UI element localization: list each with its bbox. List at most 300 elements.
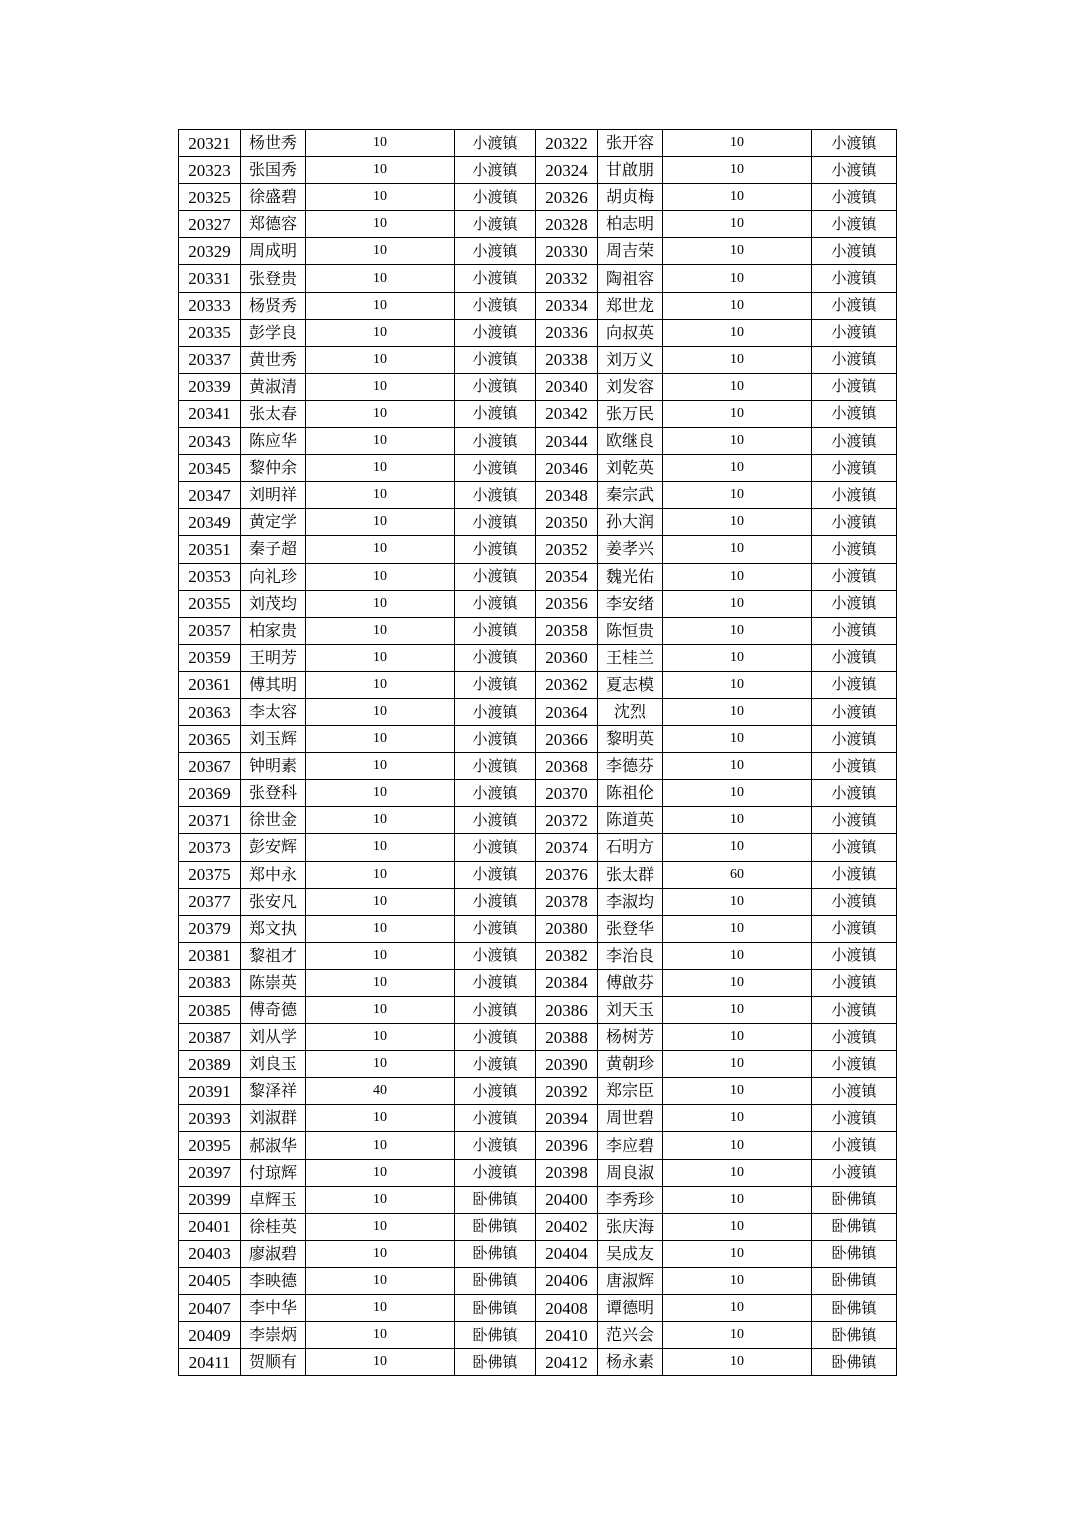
table-row <box>179 807 897 834</box>
person-name-cell: 刘茂均 <box>241 590 306 617</box>
record-id-cell: 20353 <box>179 563 241 590</box>
person-name-cell: 柏家贵 <box>241 617 306 644</box>
record-id-cell: 20402 <box>536 1213 598 1240</box>
person-name-cell: 秦子超 <box>241 536 306 563</box>
amount-cell: 10 <box>663 753 812 780</box>
table-row <box>179 292 897 319</box>
amount-cell: 10 <box>306 509 455 536</box>
amount-cell: 10 <box>306 698 455 725</box>
person-name-cell: 陶祖容 <box>598 265 663 292</box>
amount-cell: 10 <box>663 617 812 644</box>
amount-cell: 10 <box>306 157 455 184</box>
person-name-cell: 李秀珍 <box>598 1186 663 1213</box>
table-row <box>179 265 897 292</box>
table-row <box>179 1051 897 1078</box>
record-id-cell: 20327 <box>179 211 241 238</box>
record-id-cell: 20407 <box>179 1295 241 1322</box>
person-name-cell: 周吉荣 <box>598 238 663 265</box>
town-cell: 小渡镇 <box>455 780 536 807</box>
person-name-cell: 徐世金 <box>241 807 306 834</box>
amount-cell: 10 <box>663 482 812 509</box>
town-cell: 卧佛镇 <box>455 1213 536 1240</box>
town-cell: 小渡镇 <box>812 292 897 319</box>
amount-cell: 10 <box>306 942 455 969</box>
person-name-cell: 陈恒贵 <box>598 617 663 644</box>
person-name-cell: 陈应华 <box>241 428 306 455</box>
record-id-cell: 20340 <box>536 373 598 400</box>
record-id-cell: 20356 <box>536 590 598 617</box>
amount-cell: 10 <box>306 671 455 698</box>
record-id-cell: 20357 <box>179 617 241 644</box>
table-row <box>179 753 897 780</box>
table-row <box>179 1159 897 1186</box>
table-row <box>179 834 897 861</box>
amount-cell: 10 <box>306 644 455 671</box>
amount-cell: 10 <box>663 319 812 346</box>
amount-cell: 10 <box>663 1295 812 1322</box>
table-row <box>179 184 897 211</box>
town-cell: 小渡镇 <box>812 1024 897 1051</box>
town-cell: 小渡镇 <box>455 1051 536 1078</box>
amount-cell: 10 <box>663 1322 812 1349</box>
person-name-cell: 付琼辉 <box>241 1159 306 1186</box>
amount-cell: 10 <box>306 753 455 780</box>
town-cell: 小渡镇 <box>455 157 536 184</box>
amount-cell: 10 <box>663 536 812 563</box>
town-cell: 小渡镇 <box>812 536 897 563</box>
record-id-cell: 20334 <box>536 292 598 319</box>
town-cell: 小渡镇 <box>455 1105 536 1132</box>
person-name-cell: 彭学良 <box>241 319 306 346</box>
record-id-cell: 20330 <box>536 238 598 265</box>
town-cell: 小渡镇 <box>812 888 897 915</box>
town-cell: 小渡镇 <box>812 617 897 644</box>
town-cell: 小渡镇 <box>455 1159 536 1186</box>
town-cell: 小渡镇 <box>455 644 536 671</box>
table-row <box>179 590 897 617</box>
record-id-cell: 20378 <box>536 888 598 915</box>
record-id-cell: 20389 <box>179 1051 241 1078</box>
person-name-cell: 孙大润 <box>598 509 663 536</box>
town-cell: 小渡镇 <box>455 834 536 861</box>
record-id-cell: 20390 <box>536 1051 598 1078</box>
record-id-cell: 20387 <box>179 1024 241 1051</box>
town-cell: 卧佛镇 <box>812 1322 897 1349</box>
town-cell: 小渡镇 <box>812 834 897 861</box>
person-name-cell: 张安凡 <box>241 888 306 915</box>
amount-cell: 10 <box>306 563 455 590</box>
amount-cell: 10 <box>306 536 455 563</box>
table-row <box>179 1295 897 1322</box>
person-name-cell: 唐淑辉 <box>598 1267 663 1294</box>
person-name-cell: 黄世秀 <box>241 346 306 373</box>
amount-cell: 10 <box>306 400 455 427</box>
town-cell: 小渡镇 <box>455 698 536 725</box>
person-name-cell: 刘天玉 <box>598 997 663 1024</box>
person-name-cell: 卓辉玉 <box>241 1186 306 1213</box>
amount-cell: 10 <box>663 428 812 455</box>
table-row <box>179 1186 897 1213</box>
record-id-cell: 20349 <box>179 509 241 536</box>
table-row <box>179 1105 897 1132</box>
person-name-cell: 傅啟芬 <box>598 969 663 996</box>
record-id-cell: 20400 <box>536 1186 598 1213</box>
table-row <box>179 373 897 400</box>
town-cell: 小渡镇 <box>812 942 897 969</box>
person-name-cell: 向叔英 <box>598 319 663 346</box>
person-name-cell: 向礼珍 <box>241 563 306 590</box>
town-cell: 小渡镇 <box>812 780 897 807</box>
person-name-cell: 王明芳 <box>241 644 306 671</box>
person-name-cell: 陈祖伦 <box>598 780 663 807</box>
town-cell: 小渡镇 <box>812 563 897 590</box>
town-cell: 小渡镇 <box>455 915 536 942</box>
town-cell: 小渡镇 <box>812 1132 897 1159</box>
record-id-cell: 20342 <box>536 400 598 427</box>
amount-cell: 10 <box>306 726 455 753</box>
person-name-cell: 张开容 <box>598 130 663 157</box>
amount-cell: 10 <box>306 1159 455 1186</box>
town-cell: 小渡镇 <box>812 644 897 671</box>
person-name-cell: 夏志模 <box>598 671 663 698</box>
town-cell: 小渡镇 <box>455 428 536 455</box>
table-row <box>179 211 897 238</box>
record-id-cell: 20411 <box>179 1349 241 1376</box>
amount-cell: 10 <box>663 509 812 536</box>
amount-cell: 10 <box>306 888 455 915</box>
amount-cell: 10 <box>663 726 812 753</box>
amount-cell: 10 <box>663 130 812 157</box>
record-id-cell: 20409 <box>179 1322 241 1349</box>
town-cell: 小渡镇 <box>455 211 536 238</box>
town-cell: 小渡镇 <box>455 1132 536 1159</box>
town-cell: 小渡镇 <box>812 130 897 157</box>
amount-cell: 10 <box>306 1349 455 1376</box>
amount-cell: 10 <box>663 265 812 292</box>
table-row <box>179 888 897 915</box>
record-id-cell: 20331 <box>179 265 241 292</box>
record-id-cell: 20332 <box>536 265 598 292</box>
person-name-cell: 郑中永 <box>241 861 306 888</box>
person-name-cell: 沈烈 <box>598 698 663 725</box>
record-id-cell: 20345 <box>179 455 241 482</box>
town-cell: 小渡镇 <box>812 807 897 834</box>
town-cell: 小渡镇 <box>812 726 897 753</box>
records-table-body <box>179 130 897 1376</box>
table-row <box>179 644 897 671</box>
town-cell: 小渡镇 <box>812 157 897 184</box>
record-id-cell: 20365 <box>179 726 241 753</box>
record-id-cell: 20397 <box>179 1159 241 1186</box>
amount-cell: 10 <box>663 1105 812 1132</box>
amount-cell: 10 <box>663 373 812 400</box>
record-id-cell: 20391 <box>179 1078 241 1105</box>
person-name-cell: 傅奇德 <box>241 997 306 1024</box>
amount-cell: 10 <box>663 1051 812 1078</box>
town-cell: 小渡镇 <box>812 509 897 536</box>
record-id-cell: 20338 <box>536 346 598 373</box>
person-name-cell: 李中华 <box>241 1295 306 1322</box>
amount-cell: 10 <box>306 861 455 888</box>
town-cell: 卧佛镇 <box>812 1295 897 1322</box>
town-cell: 卧佛镇 <box>812 1267 897 1294</box>
amount-cell: 10 <box>663 346 812 373</box>
table-row <box>179 130 897 157</box>
amount-cell: 10 <box>306 238 455 265</box>
person-name-cell: 郝淑华 <box>241 1132 306 1159</box>
record-id-cell: 20366 <box>536 726 598 753</box>
record-id-cell: 20324 <box>536 157 598 184</box>
town-cell: 小渡镇 <box>812 861 897 888</box>
amount-cell: 10 <box>306 915 455 942</box>
amount-cell: 10 <box>306 1213 455 1240</box>
record-id-cell: 20337 <box>179 346 241 373</box>
person-name-cell: 吴成友 <box>598 1240 663 1267</box>
amount-cell: 10 <box>663 1186 812 1213</box>
amount-cell: 10 <box>306 428 455 455</box>
town-cell: 卧佛镇 <box>455 1186 536 1213</box>
town-cell: 卧佛镇 <box>455 1240 536 1267</box>
amount-cell: 10 <box>663 644 812 671</box>
record-id-cell: 20329 <box>179 238 241 265</box>
person-name-cell: 刘万义 <box>598 346 663 373</box>
town-cell: 小渡镇 <box>455 861 536 888</box>
table-row <box>179 698 897 725</box>
amount-cell: 10 <box>663 807 812 834</box>
person-name-cell: 黄淑清 <box>241 373 306 400</box>
record-id-cell: 20328 <box>536 211 598 238</box>
town-cell: 小渡镇 <box>455 617 536 644</box>
amount-cell: 10 <box>306 617 455 644</box>
record-id-cell: 20348 <box>536 482 598 509</box>
town-cell: 小渡镇 <box>455 671 536 698</box>
person-name-cell: 贺顺有 <box>241 1349 306 1376</box>
table-row <box>179 861 897 888</box>
record-id-cell: 20323 <box>179 157 241 184</box>
town-cell: 小渡镇 <box>455 942 536 969</box>
amount-cell: 10 <box>663 780 812 807</box>
person-name-cell: 廖淑碧 <box>241 1240 306 1267</box>
table-row <box>179 563 897 590</box>
amount-cell: 60 <box>663 861 812 888</box>
person-name-cell: 李安绪 <box>598 590 663 617</box>
amount-cell: 10 <box>306 292 455 319</box>
person-name-cell: 徐桂英 <box>241 1213 306 1240</box>
amount-cell: 10 <box>306 1051 455 1078</box>
person-name-cell: 徐盛碧 <box>241 184 306 211</box>
person-name-cell: 李崇炳 <box>241 1322 306 1349</box>
person-name-cell: 刘良玉 <box>241 1051 306 1078</box>
amount-cell: 40 <box>306 1078 455 1105</box>
person-name-cell: 刘乾英 <box>598 455 663 482</box>
person-name-cell: 张登科 <box>241 780 306 807</box>
record-id-cell: 20352 <box>536 536 598 563</box>
record-id-cell: 20393 <box>179 1105 241 1132</box>
town-cell: 小渡镇 <box>812 1051 897 1078</box>
person-name-cell: 张国秀 <box>241 157 306 184</box>
town-cell: 卧佛镇 <box>455 1267 536 1294</box>
table-row <box>179 400 897 427</box>
town-cell: 小渡镇 <box>812 346 897 373</box>
record-id-cell: 20360 <box>536 644 598 671</box>
town-cell: 卧佛镇 <box>812 1240 897 1267</box>
person-name-cell: 张万民 <box>598 400 663 427</box>
amount-cell: 10 <box>663 1024 812 1051</box>
town-cell: 小渡镇 <box>812 211 897 238</box>
table-row <box>179 1213 897 1240</box>
person-name-cell: 秦宗武 <box>598 482 663 509</box>
person-name-cell: 谭德明 <box>598 1295 663 1322</box>
amount-cell: 10 <box>663 698 812 725</box>
amount-cell: 10 <box>306 482 455 509</box>
person-name-cell: 李映德 <box>241 1267 306 1294</box>
record-id-cell: 20363 <box>179 698 241 725</box>
record-id-cell: 20412 <box>536 1349 598 1376</box>
amount-cell: 10 <box>306 1105 455 1132</box>
person-name-cell: 张太群 <box>598 861 663 888</box>
amount-cell: 10 <box>306 319 455 346</box>
person-name-cell: 黎祖才 <box>241 942 306 969</box>
person-name-cell: 刘淑群 <box>241 1105 306 1132</box>
town-cell: 小渡镇 <box>455 509 536 536</box>
record-id-cell: 20373 <box>179 834 241 861</box>
amount-cell: 10 <box>663 590 812 617</box>
amount-cell: 10 <box>306 834 455 861</box>
record-id-cell: 20385 <box>179 997 241 1024</box>
record-id-cell: 20359 <box>179 644 241 671</box>
record-id-cell: 20326 <box>536 184 598 211</box>
person-name-cell: 杨树芳 <box>598 1024 663 1051</box>
table-row <box>179 942 897 969</box>
town-cell: 小渡镇 <box>812 915 897 942</box>
table-row <box>179 319 897 346</box>
record-id-cell: 20383 <box>179 969 241 996</box>
record-id-cell: 20374 <box>536 834 598 861</box>
person-name-cell: 柏志明 <box>598 211 663 238</box>
person-name-cell: 黄朝珍 <box>598 1051 663 1078</box>
town-cell: 小渡镇 <box>812 184 897 211</box>
record-id-cell: 20408 <box>536 1295 598 1322</box>
town-cell: 卧佛镇 <box>455 1322 536 1349</box>
record-id-cell: 20384 <box>536 969 598 996</box>
town-cell: 小渡镇 <box>455 319 536 346</box>
record-id-cell: 20388 <box>536 1024 598 1051</box>
record-id-cell: 20396 <box>536 1132 598 1159</box>
record-id-cell: 20382 <box>536 942 598 969</box>
table-row <box>179 969 897 996</box>
town-cell: 小渡镇 <box>812 698 897 725</box>
table-row <box>179 1078 897 1105</box>
amount-cell: 10 <box>306 455 455 482</box>
person-name-cell: 张庆海 <box>598 1213 663 1240</box>
record-id-cell: 20398 <box>536 1159 598 1186</box>
record-id-cell: 20346 <box>536 455 598 482</box>
amount-cell: 10 <box>663 1078 812 1105</box>
town-cell: 小渡镇 <box>455 969 536 996</box>
record-id-cell: 20355 <box>179 590 241 617</box>
person-name-cell: 刘明祥 <box>241 482 306 509</box>
amount-cell: 10 <box>663 157 812 184</box>
person-name-cell: 甘啟朋 <box>598 157 663 184</box>
person-name-cell: 欧继良 <box>598 428 663 455</box>
amount-cell: 10 <box>306 184 455 211</box>
table-row <box>179 346 897 373</box>
town-cell: 小渡镇 <box>455 1024 536 1051</box>
town-cell: 小渡镇 <box>455 346 536 373</box>
table-row <box>179 1349 897 1376</box>
table-row <box>179 671 897 698</box>
person-name-cell: 李应碧 <box>598 1132 663 1159</box>
person-name-cell: 彭安辉 <box>241 834 306 861</box>
person-name-cell: 魏光佑 <box>598 563 663 590</box>
amount-cell: 10 <box>663 1349 812 1376</box>
person-name-cell: 郑宗臣 <box>598 1078 663 1105</box>
record-id-cell: 20341 <box>179 400 241 427</box>
records-table <box>178 129 897 1376</box>
record-id-cell: 20350 <box>536 509 598 536</box>
record-id-cell: 20404 <box>536 1240 598 1267</box>
town-cell: 小渡镇 <box>812 753 897 780</box>
person-name-cell: 李治良 <box>598 942 663 969</box>
table-row <box>179 997 897 1024</box>
person-name-cell: 傅其明 <box>241 671 306 698</box>
amount-cell: 10 <box>306 1295 455 1322</box>
town-cell: 卧佛镇 <box>455 1349 536 1376</box>
record-id-cell: 20394 <box>536 1105 598 1132</box>
person-name-cell: 钟明素 <box>241 753 306 780</box>
person-name-cell: 黄定学 <box>241 509 306 536</box>
record-id-cell: 20321 <box>179 130 241 157</box>
table-row <box>179 238 897 265</box>
town-cell: 小渡镇 <box>455 563 536 590</box>
amount-cell: 10 <box>663 563 812 590</box>
amount-cell: 10 <box>306 373 455 400</box>
person-name-cell: 陈道英 <box>598 807 663 834</box>
town-cell: 小渡镇 <box>455 184 536 211</box>
record-id-cell: 20354 <box>536 563 598 590</box>
amount-cell: 10 <box>663 915 812 942</box>
record-id-cell: 20372 <box>536 807 598 834</box>
town-cell: 小渡镇 <box>455 292 536 319</box>
amount-cell: 10 <box>306 346 455 373</box>
record-id-cell: 20336 <box>536 319 598 346</box>
amount-cell: 10 <box>306 265 455 292</box>
town-cell: 小渡镇 <box>455 590 536 617</box>
person-name-cell: 刘玉辉 <box>241 726 306 753</box>
table-row <box>179 1267 897 1294</box>
table-row <box>179 482 897 509</box>
town-cell: 卧佛镇 <box>812 1349 897 1376</box>
amount-cell: 10 <box>306 780 455 807</box>
town-cell: 小渡镇 <box>455 238 536 265</box>
person-name-cell: 王桂兰 <box>598 644 663 671</box>
town-cell: 小渡镇 <box>455 482 536 509</box>
amount-cell: 10 <box>663 238 812 265</box>
record-id-cell: 20347 <box>179 482 241 509</box>
person-name-cell: 李德芬 <box>598 753 663 780</box>
table-row <box>179 726 897 753</box>
record-id-cell: 20405 <box>179 1267 241 1294</box>
amount-cell: 10 <box>306 1240 455 1267</box>
amount-cell: 10 <box>306 211 455 238</box>
town-cell: 小渡镇 <box>455 265 536 292</box>
record-id-cell: 20322 <box>536 130 598 157</box>
record-id-cell: 20333 <box>179 292 241 319</box>
record-id-cell: 20376 <box>536 861 598 888</box>
amount-cell: 10 <box>306 997 455 1024</box>
town-cell: 小渡镇 <box>812 1105 897 1132</box>
person-name-cell: 张太春 <box>241 400 306 427</box>
